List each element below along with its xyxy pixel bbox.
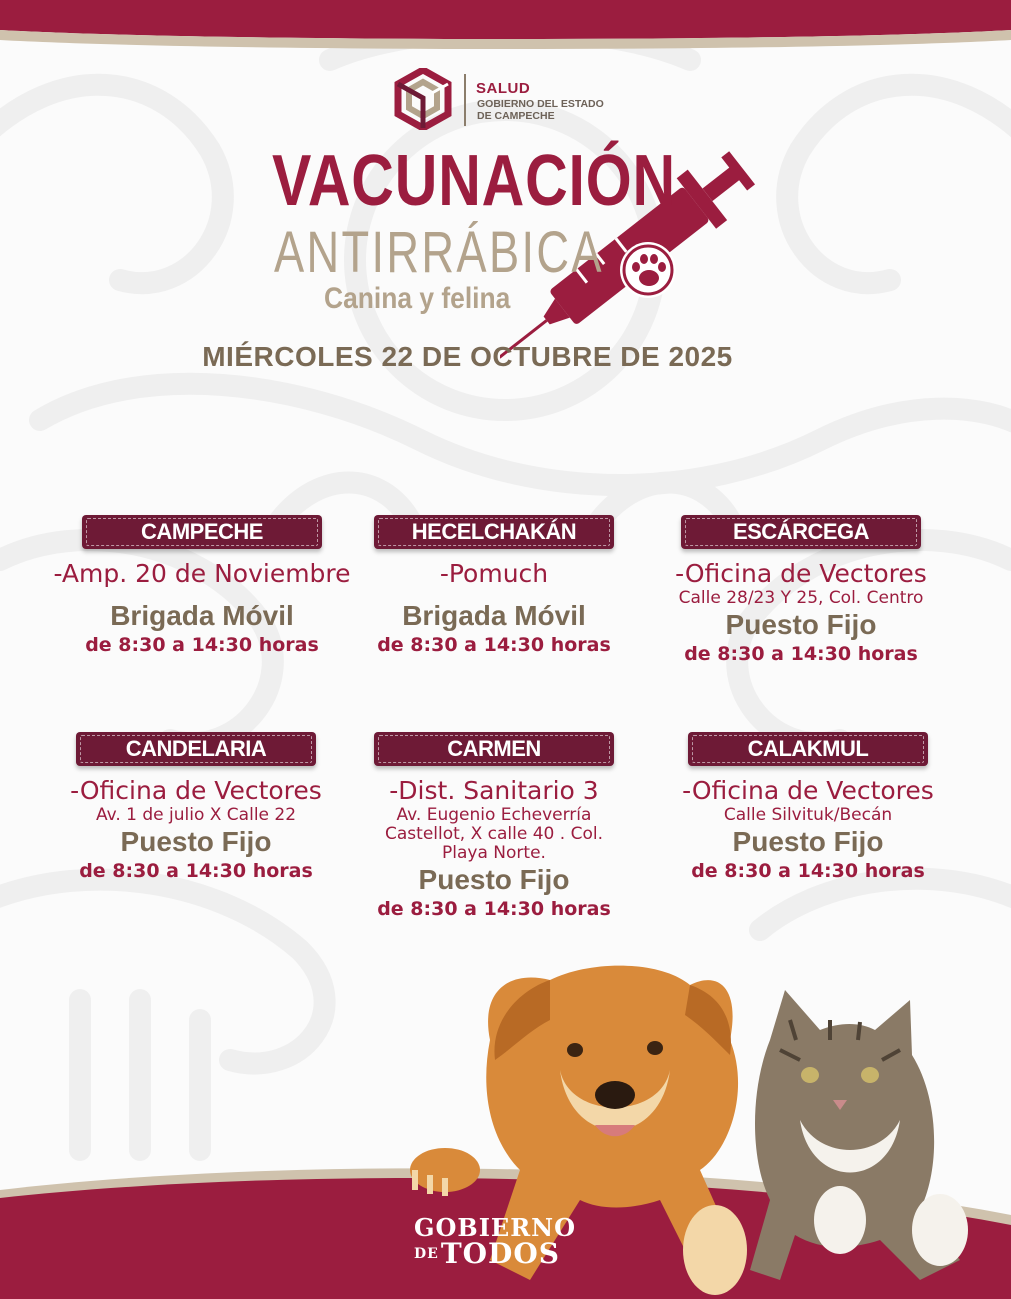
location-type: Brigada Móvil (402, 600, 586, 631)
location-type: Puesto Fijo (418, 864, 570, 895)
location-hours: de 8:30 a 14:30 horas (377, 898, 611, 920)
event-date (0, 341, 1011, 373)
location-place: -Oficina de Vectores (70, 776, 322, 805)
municipality-name: CAMPECHE (141, 519, 263, 544)
event-date-text: MIÉRCOLES 22 DE OCTUBRE DE 2025 (202, 341, 733, 372)
municipality-badge (681, 515, 921, 549)
location-hours: de 8:30 a 14:30 horas (79, 860, 313, 882)
municipality-name: HECELCHAKÁN (411, 519, 577, 544)
location-card-calakmul (643, 732, 973, 883)
location-place: -Amp. 20 de Noviembre (53, 559, 351, 588)
title-small: Canina y felina (324, 282, 511, 315)
title-main: VACUNACIÓN (272, 141, 676, 221)
location-type: Puesto Fijo (725, 609, 877, 640)
title-sub: ANTIRRÁBICA (274, 220, 604, 285)
location-type: Puesto Fijo (732, 826, 884, 857)
municipality-badge (374, 515, 614, 549)
location-place: -Oficina de Vectores (682, 776, 934, 805)
location-card-carmen (329, 732, 659, 921)
municipality-badge (688, 732, 928, 766)
footer-line1: GOBIERNO (414, 1213, 576, 1242)
location-hours: de 8:30 a 14:30 horas (684, 643, 918, 665)
location-card-hecelchakan (329, 515, 659, 657)
paw-icon (620, 242, 676, 298)
cat-icon (750, 990, 968, 1280)
logo-divider (464, 74, 466, 126)
location-place: -Oficina de Vectores (675, 559, 927, 588)
location-card-escarcega (636, 515, 966, 666)
location-card-candelaria (31, 732, 361, 883)
logo-subtitle-line1: GOBIERNO DEL ESTADO (477, 98, 604, 110)
location-type: Brigada Móvil (110, 600, 294, 631)
location-place: -Pomuch (439, 559, 549, 588)
location-address: Calle Silvituk/Becán (723, 805, 893, 825)
hexagon-logo-icon (392, 68, 454, 130)
municipality-name: CANDELARIA (125, 736, 267, 761)
location-card-campeche (37, 515, 367, 657)
location-place: -Dist. Sanitario 3 (389, 776, 599, 805)
location-type: Puesto Fijo (120, 826, 272, 857)
footer-de: DE (414, 1246, 439, 1262)
footer-todos: TODOS (440, 1237, 560, 1270)
location-hours: de 8:30 a 14:30 horas (85, 634, 319, 656)
municipality-name: CARMEN (447, 736, 541, 761)
top-band (0, 0, 1011, 60)
municipality-badge (82, 515, 322, 549)
municipality-badge (76, 732, 316, 766)
salud-campeche-logo (392, 68, 642, 130)
logo-title: SALUD (476, 80, 531, 97)
municipality-name: CALAKMUL (747, 736, 869, 761)
municipality-name: ESCÁRCEGA (732, 519, 870, 544)
logo-subtitle-line2: DE CAMPECHE (477, 110, 555, 122)
location-address: Calle 28/23 Y 25, Col. Centro (678, 588, 924, 608)
location-address: Av. Eugenio Echeverría Castellot, X calle 40 . Col. Playa Norte. (385, 805, 603, 863)
gobierno-de-todos-logo (414, 1213, 576, 1270)
location-address: Av. 1 de julio X Calle 22 (95, 805, 297, 825)
location-hours: de 8:30 a 14:30 horas (691, 860, 925, 882)
municipality-badge (374, 732, 614, 766)
footer-line2 (414, 1237, 576, 1270)
location-hours: de 8:30 a 14:30 horas (377, 634, 611, 656)
